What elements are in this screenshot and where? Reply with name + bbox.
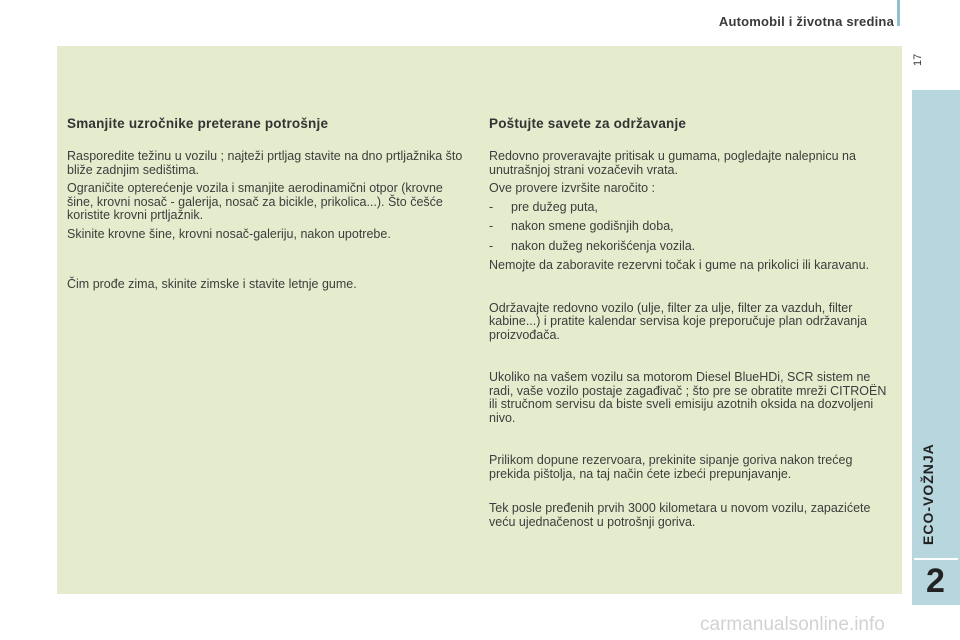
right-paragraph: Održavajte redovno vozilo (ulje, filter za ulje, filter za vazduh, filter kabine...) i pratite kalendar servisa koje preporučuje plan održavanja proizvođača. [489, 300, 867, 342]
chapter-tab [912, 90, 960, 605]
chapter-label: ECO-VOŽNJA [920, 443, 936, 545]
right-column [489, 116, 893, 534]
right-paragraph: Ukoliko na vašem vozilu sa motorom Diesel BlueHDi, SCR sistem ne radi, vaše vozilo postaje zagađivač ; što pre se obratite mreži CITROËN ili stručnom servisu da biste sveli emisiju azotnih oksida na dozvoljeni nivo. [489, 370, 887, 425]
right-heading: Poštujte savete za održavanje [489, 116, 687, 131]
right-paragraph: Nemojte da zaboravite rezervni točak i gume na prikolici ili karavanu. [489, 258, 870, 272]
left-heading: Smanjite uzročnike preterane potrošnje [67, 116, 329, 131]
left-paragraph: Skinite krovne šine, krovni nosač-galeriju, nakon upotrebe. [67, 226, 391, 241]
list-item: - nakon smene godišnjih doba, [489, 220, 893, 234]
section-title: Automobil i životna sredina [718, 14, 894, 29]
page-number: 17 [912, 53, 924, 66]
content-panel [57, 46, 902, 594]
chapter-divider [914, 558, 958, 560]
left-paragraph: Rasporedite težinu u vozilu ; najteži prtljag stavite na dno prtljažnika što bliže zadnjim sedištima. [67, 149, 463, 177]
list-intro: Ove provere izvršite naročito : [489, 181, 656, 195]
left-paragraph: Čim prođe zima, skinite zimske i stavite letnje gume. [67, 277, 357, 291]
list-item: - pre dužeg puta, [489, 201, 893, 215]
header-divider [897, 0, 900, 26]
right-paragraph: Prilikom dopune rezervoara, prekinite sipanje goriva nakon trećeg prekida pištolja, na taj način ćete izbeći prepunjavanje. [489, 453, 853, 481]
check-list [489, 201, 893, 254]
chapter-number: 2 [926, 562, 945, 600]
watermark: carmanualsonline.info [700, 614, 885, 635]
list-item: - nakon dužeg nekorišćenja vozila. [489, 240, 893, 254]
right-intro: Redovno proveravajte pritisak u gumama, pogledajte nalepnicu na unutrašnjoj strani vozačevih vrata. [489, 149, 856, 177]
left-paragraph: Ograničite opterećenje vozila i smanjite aerodinamični otpor (krovne šine, krovni nosač - galerija, nosač za bicikle, prikolica...). Što češće koristite krovni prtljažnik. [67, 181, 443, 222]
left-column [67, 116, 467, 297]
right-paragraph: Tek posle pređenih prvih 3000 kilometara u novom vozilu, zapazićete veću ujednačenost u potrošnji goriva. [489, 501, 871, 529]
